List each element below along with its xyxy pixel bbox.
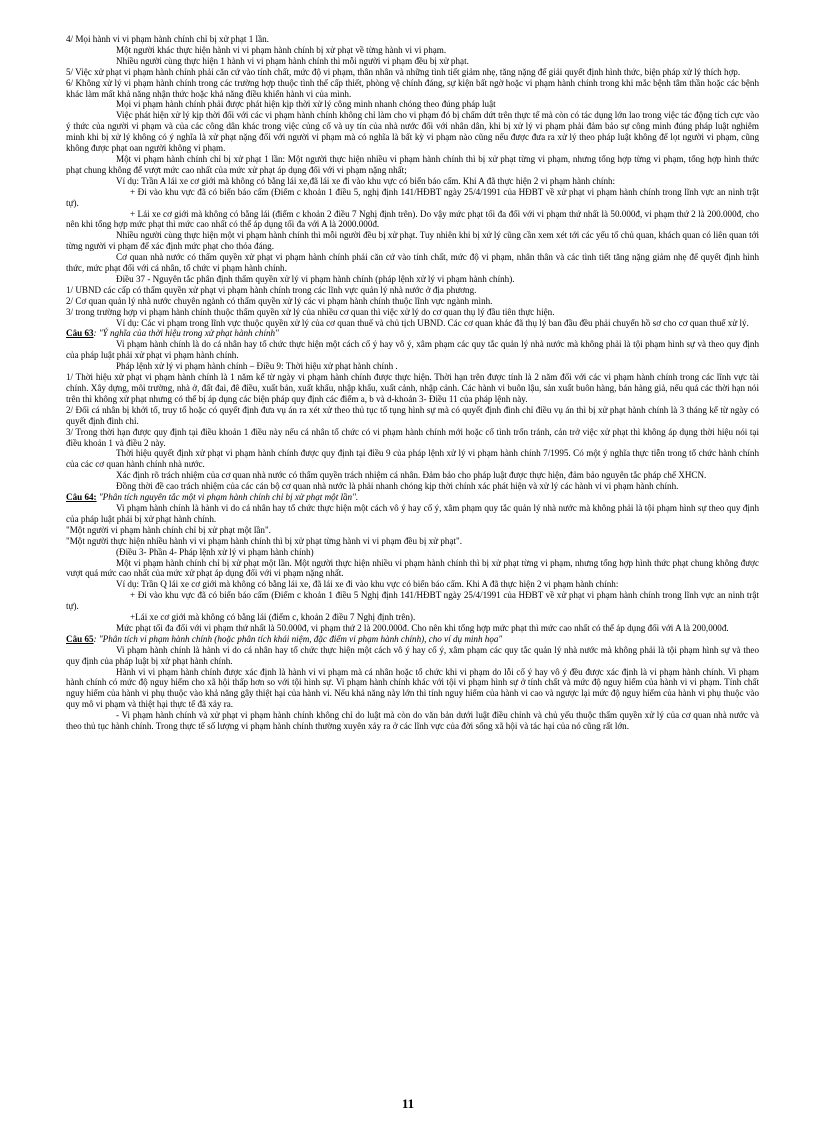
paragraph: Một người khác thực hiện hành vi vi phạm hành chính bị xử phạt về từng hành vi vi phạm. (116, 44, 447, 55)
question-heading (66, 634, 759, 645)
paragraph: Điều 37 - Nguyên tắc phân định thẩm quyền xử lý vi phạm hành chính (pháp lệnh xử lý vi phạm hành chính). (116, 273, 515, 284)
paragraph: (Điều 3- Phần 4- Pháp lệnh xử lý vi phạm hành chính) (116, 546, 314, 557)
paragraph: Mọi vi phạm hành chính phải được phát hiện kịp thời xử lý công minh nhanh chóng theo đúng pháp luật (116, 99, 496, 110)
paragraph: Đồng thời đề cao trách nhiệm của các cán bộ cơ quan nhà nước là phải nhanh chóng kịp thời chính xác phát hiện và xử lý các hành vi vi phạm hành chính. (116, 481, 679, 492)
paragraph: Cơ quan nhà nước có thẩm quyền xử phạt vi phạm hành chính phải căn cứ vào tính chất, mức độ vi phạm, nhân thân và các tình tiết tăng nặng giảm nhẹ để quyết định hình thức, mức phạt đối với cá nhân, tổ chức vi phạm hành chính. (66, 252, 759, 274)
paragraph: Nhiều người cùng thực hiện 1 hành vi vi phạm hành chính thì mỗi người vi phạm đều bị xử phạt. (116, 55, 469, 66)
paragraph: 3/ trong trường hợp vi phạm hành chính thuộc thẩm quyền xử lý của nhiều cơ quan thì việc xử lý do cơ quan thụ lý đầu tiên thực hiện. (66, 306, 555, 317)
paragraph: 1/ UBND các cấp có thẩm quyền xử phạt vi phạm hành chính trong các lĩnh vực quản lý nhà nước ở địa phương. (66, 284, 477, 295)
paragraph: "Một người vi phạm hành chính chỉ bị xử phạt một lần". (66, 524, 271, 535)
document-page (66, 34, 759, 1123)
paragraph: "Một người thực hiện nhiều hành vi vi phạm hành chính thì bị xử phạt từng hành vi vi phạm đều bị xử phạt". (66, 535, 463, 546)
paragraph: Ví dụ: Trần A lái xe cơ giới mà không có bằng lái xe,đã lái xe đi vào khu vực có biển báo cấm. Khi A đã thực hiện 2 vi phạm hành chính: (116, 175, 616, 186)
paragraph: 5/ Việc xử phạt vi phạm hành chính phải căn cứ vào tính chất, mức độ vi phạm, thân nhân và những tình tiết giảm nhẹ, tăng nặng để giải quyết định hình thức, biện pháp xử lý thích hợp. (66, 66, 741, 77)
question-title: : "Ý nghĩa của thời hiệu trong xử phạt hành chính" (93, 328, 279, 339)
paragraph: 1/ Thời hiệu xử phạt vi phạm hành chính là 1 năm kể từ ngày vi phạm hành chính được thực hiện. Thời hạn trên được tính là 2 năm đối với các vi phạm hành chính trong các lĩnh vực tài chính. Xây dựng, môi trường, nhà ở, đất đai, đê điều, xuất bản, xuất khẩu, nhập khẩu, xuất cảnh, nhập cảnh. Các hành vi buôn lậu, sản xuất buôn hàng, bán hàng giả, nếu quá các thời hạn nói trên thì không xử phạt nhưng có thể bị áp dụng các biện pháp quy định các điểm a, b và d-khoản 3- Điều 11 của pháp lệnh này. (66, 372, 759, 404)
paragraph: Thời hiệu quyết định xử phạt vi phạm hành chính được quy định tại điều 9 của pháp lệnh xử lý vi phạm hành chính 7/1995. Có một ý nghĩa thực tiễn trong tổ chức hành chính của các cơ quan hành chính nhà nước. (66, 448, 759, 470)
paragraph: Việc phát hiện xử lý kịp thời đối với các vi phạm hành chính không chỉ làm cho vi phạm đó bị chấm dứt trên thực tế mà còn có tác dụng lớn lao trong việc tác động tích cực vào ý thức của người vi phạm và của các công dân khác trong việc củng cố và uy tín của nhà nước đối với nhân dân, khi bị xử lý vi phạm phải đảm bảo sự công minh đúng pháp luật nghiêm minh khi bị xử lý không có ý nghĩa là xử phạt nặng đối với người vi phạm mà có nghĩa là bất kỳ vi phạm nào cũng nếu được đưa ra xử lý theo pháp luật không để lọt người vi phạm, cũng không được phạt oan người không vi phạm. (66, 110, 759, 154)
page-number: 11 (401, 1096, 415, 1111)
question-number: Câu 63 (66, 328, 94, 339)
paragraph: 2/ Cơ quan quản lý nhà nước chuyên ngành có thẩm quyền xử lý các vi phạm hành chính thuộc lĩnh vực ngành mình. (66, 295, 493, 306)
paragraph: - Vi phạm hành chính và xử phạt vi phạm hành chính không chỉ do luật mà còn do văn bản dưới luật điều chỉnh và chủ yếu thuộc thẩm quyền xử lý của cơ quan nhà nước và theo thủ tục hành chính. Trong thực tế số lượng vi phạm hành chính thường xuyên xảy ra ở các lĩnh vực của đời sống xã hội và tác hại của nó cũng rất lớn. (66, 710, 759, 732)
paragraph: Một vi phạm hành chính chỉ bị xử phạt 1 lần: Một người thực hiện nhiều vi phạm hành chính thì bị xử phạt từng vi phạm, nhưng tổng hợp từng vi phạm, tổng hợp hình thức phạt chung không để vượt mức cao nhất của mức xử phạt áp dụng đối với vi phạm nặng nhất; (66, 153, 759, 175)
paragraph: Vi phạm hành chính là hành vi do cá nhân hay tổ chức thực hiện một cách vô ý hay cố ý, xâm phạm quy tắc quản lý nhà nước mà không phải là tội phạm hình sự theo quy định của pháp luật phải bị xử phạt hành chính. (66, 502, 759, 524)
paragraph: Pháp lệnh xử lý vi phạm hành chính – Điều 9: Thời hiệu xử phạt hành chính . (116, 361, 398, 372)
paragraph: 2/ Đối cá nhân bị khởi tố, truy tố hoặc có quyết định đưa vụ án ra xét xử theo thủ tục tố tụng hình sự mà có quyết định đình chỉ điều vụ án thì bị xử phạt hành chính là 3 tháng kể từ ngày có quyết định đình chỉ. (66, 404, 759, 426)
paragraph: Ví dụ: Các vi phạm trong lĩnh vực thuộc quyền xử lý của cơ quan thuế và chủ tịch UBND. Các cơ quan khác đã thụ lý ban đầu đều phải chuyển hồ sơ cho cơ quan thuế xử lý. (116, 317, 749, 328)
paragraph: Một vi phạm hành chính chỉ bị xử phạt một lần. Một người thực hiện nhiều vi phạm hành chính thì bị xử phạt từng vi phạm, nhưng tổng hợp hình thức phạt chung không được vượt quá mức cao nhất của mức xử phạt áp dụng đối với vi phạm nặng nhất. (66, 557, 759, 579)
paragraph: +Lái xe cơ giới mà không có bằng lái (điểm c, khoản 2 điều 7 Nghị định trên). (130, 612, 416, 623)
question-title: : "Phân tích vi phạm hành chính (hoặc phân tích khái niệm, đặc điểm vi phạm hành chính), cho ví dụ minh họa" (93, 633, 503, 644)
paragraph: + Lái xe cơ giới mà không có bằng lái (điểm c khoản 2 điều 7 Nghị định trên). Do vậy mức phạt tối đa đối với vi phạm thứ nhất là 50.000đ, vi phạm thứ 2 là 200.000đ, cho nên khi tổng hợp mức phạt thì mức cao nhất có thể áp dụng tối đa với A là 2000.000đ. (66, 208, 759, 230)
paragraph: 4/ Mọi hành vi vi phạm hành chính chỉ bị xử phạt 1 lần. (66, 34, 269, 44)
paragraph: Nhiều người cùng thực hiện một vi phạm hành chính thì mỗi người đều bị xử phạt. Tuy nhiên khi bị xử lý cũng cần xem xét tới các yếu tố chủ quan, khách quan có liên quan tới từng người vi phạm để xác định mức phạt cho thỏa đáng. (66, 230, 759, 252)
question-title: "Phân tích nguyên tắc một vi phạm hành chính chỉ bị xử phạt một lần". (96, 492, 359, 503)
paragraph: Vi phạm hành chính là hành vi do cá nhân hay tổ chức thực hiện một cách vô ý hay cố ý, xâm phạm các quy tắc quản lý nhà nước mà không phải là tội phạm hình sự và theo quy định của pháp luật bị xử phạt hành chính. (66, 644, 759, 666)
paragraph: 3/ Trong thời hạn được quy định tại điều khoản 1 điều này nếu cá nhân tổ chức có vi phạm hành chính mới hoặc cố tình trốn tránh, cản trở việc xử phạt thì không áp dụng thời hiệu nói tại điều khoản 1 và điều 2 này. (66, 426, 759, 448)
paragraph: Vi phạm hành chính là do cá nhân hay tổ chức thực hiện một cách cố ý hay vô ý, xâm phạm các quy tắc quản lý nhà nước mà không phải là tội phạm hình sự và theo quy định của pháp luật phải xử phạt vi phạm hành chính. (66, 339, 759, 361)
paragraph: + Đi vào khu vực đã có biển báo cấm (Điểm c khoản 1 điều 5, nghị định 141/HĐBT ngày 25/4/1991 của HĐBT về xử phạt vi phạm hành chính trong lĩnh vực an ninh trật tự). (66, 186, 759, 208)
paragraph: 6/ Không xử lý vi phạm hành chính trong các trường hợp thuộc tình thế cấp thiết, phòng vệ chính đáng, sự kiện bất ngờ hoặc vi phạm hành chính trong khi mắc bệnh tâm thần hoặc các bệnh khác làm mất khả năng nhận thức hoặc khả năng điều khiển hành vi của mình. (66, 77, 759, 99)
question-number: Câu 65 (66, 633, 94, 644)
question-heading (66, 492, 759, 503)
question-heading (66, 328, 759, 339)
paragraph: Ví dụ: Trần Q lái xe cơ giới mà không có bằng lái xe, đã lái xe đi vào khu vực có biển báo cấm. Khi A đã thực hiện 2 vi phạm hành chính: (116, 579, 619, 590)
question-number: Câu 64: (66, 492, 97, 503)
paragraph: Mức phạt tối đa đối với vi phạm thứ nhất là 50.000đ, vi phạm thứ 2 là 200.000đ. Cho nên khi tổng hợp mức phạt thì mức cao nhất có thể áp dụng đối với A là 200,000đ. (116, 622, 729, 633)
paragraph: Hành vi vi phạm hành chính được xác định là hành vi vi phạm mà cá nhân hoặc tổ chức khi vi phạm do lỗi cố ý hay vô ý đều được xác định là vi phạm hành chính. Vi phạm hành chính có mức độ nguy hiểm cho xã hội thấp hơn so với tội hình sự. Vi phạm hành chính khác với tội vi phạm hình sự ở tính chất và mức độ nguy hiểm của hành vi vi phạm. Tính chất nguy hiểm của hành vi phụ thuộc vào khả năng gây thiệt hại của hành vi. Nếu khả năng này lớn thì tính nguy hiểm của hành vi cao và ngược lại mức độ nguy hiểm của hành vi phụ thuộc vào quy mô vi phạm và thiệt hại thực tế đã xảy ra. (66, 666, 759, 710)
paragraph: + Đi vào khu vực đã có biển báo cấm (Điểm c khoản 1 điều 5 Nghị định 141/HĐBT ngày 25/4/1991 của HĐBT về xử phạt vi phạm hành chính trong lĩnh vực an ninh trật tự). (66, 590, 759, 612)
paragraph: Xác định rõ trách nhiệm của cơ quan nhà nước có thẩm quyền trách nhiệm cá nhân. Đảm bảo cho pháp luật được thực hiện, đảm bảo nguyên tắc pháp chế XHCN. (116, 470, 707, 481)
